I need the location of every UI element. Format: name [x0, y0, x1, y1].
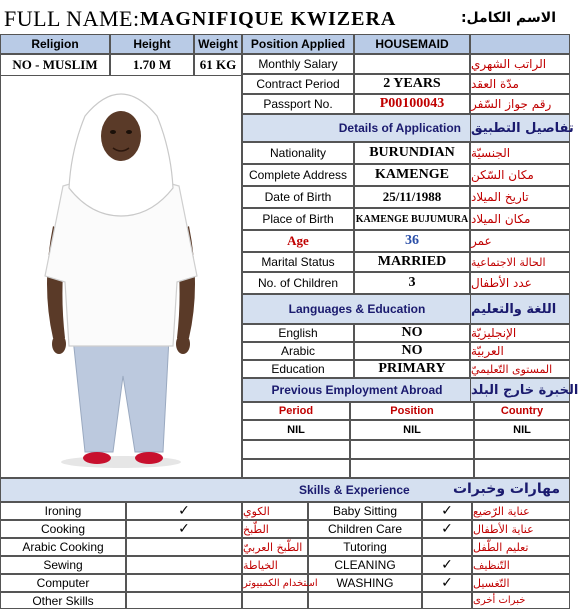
skill-children-care-arabic: عناية الأطفال — [472, 520, 570, 538]
salary-label: Monthly Salary — [242, 54, 354, 74]
skill-arabic-cooking-label: Arabic Cooking — [0, 538, 126, 556]
skill-sewing-label: Sewing — [0, 556, 126, 574]
height-value: 1.70 M — [110, 54, 194, 76]
weight-header: Weight — [194, 34, 242, 54]
position-value: HOUSEMAID — [354, 34, 470, 54]
skill-sewing-arabic: الخياطة — [242, 556, 308, 574]
skill-computer-label: Computer — [0, 574, 126, 592]
employment-blank-cell — [350, 459, 474, 478]
skill-ironing-label: Ironing — [0, 502, 126, 520]
languages-heading-arabic: اللغة والتعليم — [470, 294, 570, 324]
employment-country: NIL — [474, 420, 570, 440]
religion-header: Religion — [0, 34, 110, 54]
marital-arabic: الحالة الاجتماعية — [470, 252, 570, 272]
employment-col-period: Period — [242, 402, 350, 420]
english-arabic: الإنجليزيّة — [470, 324, 570, 342]
skill-washing-arabic: التّغسيل — [472, 574, 570, 592]
address-arabic: مكان السّكن — [470, 164, 570, 186]
skill-cleaning-check-icon: ✓ — [422, 556, 472, 574]
weight-value: 61 KG — [194, 54, 242, 76]
employment-position: NIL — [350, 420, 474, 440]
employment-blank-cell — [242, 459, 350, 478]
position-blank — [470, 34, 570, 54]
position-header: Position Applied — [242, 34, 354, 54]
skill-other-label: Other Skills — [0, 592, 126, 609]
skills-heading: Skills & Experience — [0, 478, 570, 502]
details-heading: Details of Application — [242, 114, 472, 142]
children-label: No. of Children — [242, 272, 354, 294]
passport-arabic: رقم جواز السّفر — [470, 94, 570, 114]
skill-baby-sitting-label: Baby Sitting — [308, 502, 422, 520]
address-label: Complete Address — [242, 164, 354, 186]
skill-computer-check — [126, 574, 242, 592]
arabic-value: NO — [354, 342, 470, 360]
skill-other-right-arabic: خبرات أخرى — [472, 592, 570, 609]
full-name-arabic-label: الاسم الكامل: — [460, 10, 556, 26]
pob-label: Place of Birth — [242, 208, 354, 230]
religion-value: NO - MUSLIM — [0, 54, 110, 76]
pob-value: KAMENGE BUJUMURA — [354, 208, 470, 230]
full-name-label: FULL NAME: — [4, 6, 140, 31]
children-arabic: عدد الأطفال — [470, 272, 570, 294]
languages-heading: Languages & Education — [242, 294, 472, 324]
skill-other-right-check — [422, 592, 472, 609]
skill-cooking-check-icon: ✓ — [126, 520, 242, 538]
skill-cooking-arabic: الطّبخ — [242, 520, 308, 538]
photo-frame — [0, 76, 242, 478]
salary-value — [354, 54, 470, 74]
skill-ironing-arabic: الكوي — [242, 502, 308, 520]
pob-arabic: مكان الميلاد — [470, 208, 570, 230]
dob-value: 25/11/1988 — [354, 186, 470, 208]
age-value: 36 — [354, 230, 470, 252]
marital-label: Marital Status — [242, 252, 354, 272]
contract-period-arabic: مدّة العقد — [470, 74, 570, 94]
skill-computer-arabic: استخدام الكمبيوتر — [242, 574, 308, 592]
skill-other-arabic — [242, 592, 308, 609]
employment-period: NIL — [242, 420, 350, 440]
nationality-arabic: الجنسيّة — [470, 142, 570, 164]
skill-arabic-cooking-check — [126, 538, 242, 556]
english-value: NO — [354, 324, 470, 342]
marital-value: MARRIED — [354, 252, 470, 272]
skill-washing-check-icon: ✓ — [422, 574, 472, 592]
height-header: Height — [110, 34, 194, 54]
education-label: Education — [242, 360, 354, 378]
english-label: English — [242, 324, 354, 342]
skill-children-care-label: Children Care — [308, 520, 422, 538]
arabic-label: Arabic — [242, 342, 354, 360]
children-value: 3 — [354, 272, 470, 294]
employment-heading: Previous Employment Abroad — [242, 378, 472, 402]
skill-tutoring-arabic: تعليم الطّفل — [472, 538, 570, 556]
skill-tutoring-label: Tutoring — [308, 538, 422, 556]
employment-col-country: Country — [474, 402, 570, 420]
passport-value: P00100043 — [354, 94, 470, 114]
skills-heading-arabic: مهارات وخبرات — [452, 481, 560, 497]
skill-children-care-check-icon: ✓ — [422, 520, 472, 538]
employment-blank-cell — [474, 440, 570, 459]
skill-other-check — [126, 592, 242, 609]
age-arabic: عمر — [470, 230, 570, 252]
employment-heading-arabic: الخبرة خارج البلد — [470, 378, 570, 402]
dob-arabic: تاريخ الميلاد — [470, 186, 570, 208]
nationality-value: BURUNDIAN — [354, 142, 470, 164]
skill-ironing-check-icon: ✓ — [126, 502, 242, 520]
address-value: KAMENGE — [354, 164, 470, 186]
contract-period-label: Contract Period — [242, 74, 354, 94]
details-heading-arabic: تفاصيل التطبيق — [470, 114, 570, 142]
skill-cleaning-arabic: التّنظيف — [472, 556, 570, 574]
education-arabic: المستوى التّعليميّ — [470, 360, 570, 378]
skill-baby-sitting-arabic: عناية الرّضيع — [472, 502, 570, 520]
employment-blank-cell — [242, 440, 350, 459]
education-value: PRIMARY — [354, 360, 470, 378]
employment-col-position: Position — [350, 402, 474, 420]
skill-cleaning-label: CLEANING — [308, 556, 422, 574]
arabic-arabic: العربيّة — [470, 342, 570, 360]
dob-label: Date of Birth — [242, 186, 354, 208]
applicant-photo — [1, 76, 241, 476]
salary-label-arabic: الراتب الشهري — [470, 54, 570, 74]
employment-blank-cell — [474, 459, 570, 478]
skill-tutoring-check — [422, 538, 472, 556]
contract-period-value: 2 YEARS — [354, 74, 470, 94]
skill-washing-label: WASHING — [308, 574, 422, 592]
skill-other-right-label — [308, 592, 422, 609]
passport-label: Passport No. — [242, 94, 354, 114]
skill-arabic-cooking-arabic: الطّبخ العربيّ — [242, 538, 308, 556]
skill-baby-sitting-check-icon: ✓ — [422, 502, 472, 520]
age-label: Age — [242, 230, 354, 252]
employment-blank-cell — [350, 440, 474, 459]
skill-sewing-check — [126, 556, 242, 574]
skill-cooking-label: Cooking — [0, 520, 126, 538]
nationality-label: Nationality — [242, 142, 354, 164]
full-name-value: MAGNIFIQUE KWIZERA — [140, 8, 397, 30]
